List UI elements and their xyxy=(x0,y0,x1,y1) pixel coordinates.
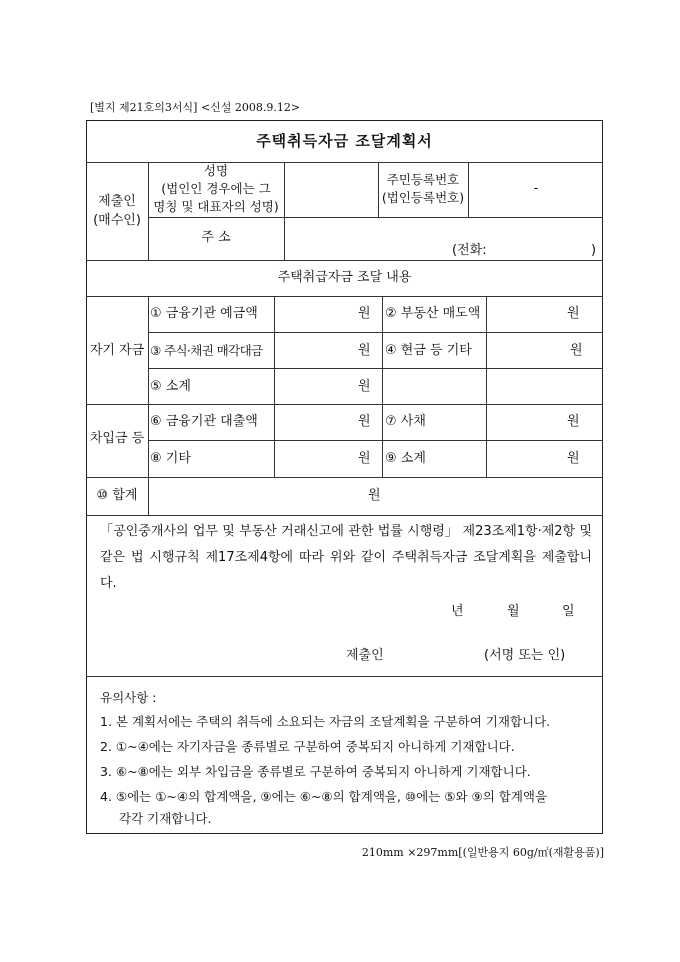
phone-close: ) xyxy=(591,243,597,258)
name-label: 성명 xyxy=(203,163,229,178)
form-title: 주택취득자금 조달계획서 xyxy=(256,132,433,150)
note-4-cont: 각각 기재합니다. xyxy=(119,811,212,826)
name-label-note-2: 명칭 및 대표자의 성명) xyxy=(153,199,279,214)
signature-label[interactable]: (서명 또는 인) xyxy=(484,648,566,663)
note-1: 1. 본 계획서에는 주택의 취득에 소요되는 자금의 조달계획을 구분하여 기재합니다. xyxy=(100,714,551,729)
notes-title: 유의사항 : xyxy=(100,690,157,705)
name-label-note-1: (법인인 경우에는 그 xyxy=(161,181,271,196)
stock-bond-label: ③ 주식·채권 매각대금 xyxy=(150,343,263,358)
name-field[interactable] xyxy=(285,163,377,216)
day-label: 일 xyxy=(562,604,575,619)
id-number-label: 주민등록번호 xyxy=(386,172,460,187)
loan-label: ⑥ 금융기관 대출액 xyxy=(150,414,258,429)
deposit-label: ① 금융기관 예금액 xyxy=(150,306,258,321)
section-title: 주택취급자금 조달 내용 xyxy=(277,270,412,285)
paper-size-note: 210mm ×297mm[(일반용지 60g/㎡(재활용품)] xyxy=(361,846,604,859)
address-label: 주 소 xyxy=(201,230,231,245)
submitter-label: 제출인 xyxy=(98,194,136,209)
id-number-field[interactable]: - xyxy=(533,181,539,196)
private-loan-unit[interactable]: 원 xyxy=(567,414,580,429)
year-label: 년 xyxy=(451,604,464,619)
own-subtotal-unit[interactable]: 원 xyxy=(358,379,371,394)
property-sale-unit[interactable]: 원 xyxy=(567,306,580,321)
declaration-submitter-label: 제출인 xyxy=(346,648,384,663)
stock-bond-unit[interactable]: 원 xyxy=(358,343,371,358)
private-loan-label: ⑦ 사채 xyxy=(385,414,426,429)
loan-unit[interactable]: 원 xyxy=(358,414,371,429)
note-4: 4. ⑤에는 ①~④의 합계액을, ⑨에는 ⑥~⑧의 합계액을, ⑩에는 ⑤와 ⑨의 합계액을 xyxy=(100,789,548,804)
note-2: 2. ①~④에는 자기자금을 종류별로 구분하여 중복되지 아니하게 기재합니다. xyxy=(100,739,515,754)
phone-label: (전화: xyxy=(452,243,487,258)
declaration-text: 「공인중개사의 업무 및 부동산 거래신고에 관한 법률 시행령」 제23조제1항·제2항 및 같은 법 시행규칙 제17조제4항에 따라 위와 같이 주택취득자금 조달계획을 제출합니다. xyxy=(100,524,592,591)
property-sale-label: ② 부동산 매도액 xyxy=(385,306,481,321)
borrowed-other-label: ⑧ 기타 xyxy=(150,451,191,466)
total-unit[interactable]: 원 xyxy=(368,488,381,503)
address-field[interactable] xyxy=(285,218,602,259)
month-label: 월 xyxy=(507,604,520,619)
borrowed-label: 차입금 등 xyxy=(89,431,145,446)
corp-number-label: (법인등록번호) xyxy=(381,190,465,205)
note-3: 3. ⑥~⑧에는 외부 차입금을 종류별로 구분하여 중복되지 아니하게 기재합니다. xyxy=(100,764,531,779)
borrowed-subtotal-unit[interactable]: 원 xyxy=(567,451,580,466)
form-label: [별지 제21호의3서식] <신설 2008.9.12> xyxy=(90,101,301,114)
cash-other-unit[interactable]: 원 xyxy=(570,343,583,358)
deposit-unit[interactable]: 원 xyxy=(358,306,371,321)
buyer-label: (매수인) xyxy=(93,213,141,228)
own-subtotal-label: ⑤ 소계 xyxy=(150,379,191,394)
own-funds-label: 자기 자금 xyxy=(89,343,145,358)
borrowed-other-unit[interactable]: 원 xyxy=(358,451,371,466)
cash-other-label: ④ 현금 등 기타 xyxy=(385,343,472,358)
total-label: ⑩ 합계 xyxy=(96,488,138,503)
borrowed-subtotal-label: ⑨ 소계 xyxy=(385,451,426,466)
